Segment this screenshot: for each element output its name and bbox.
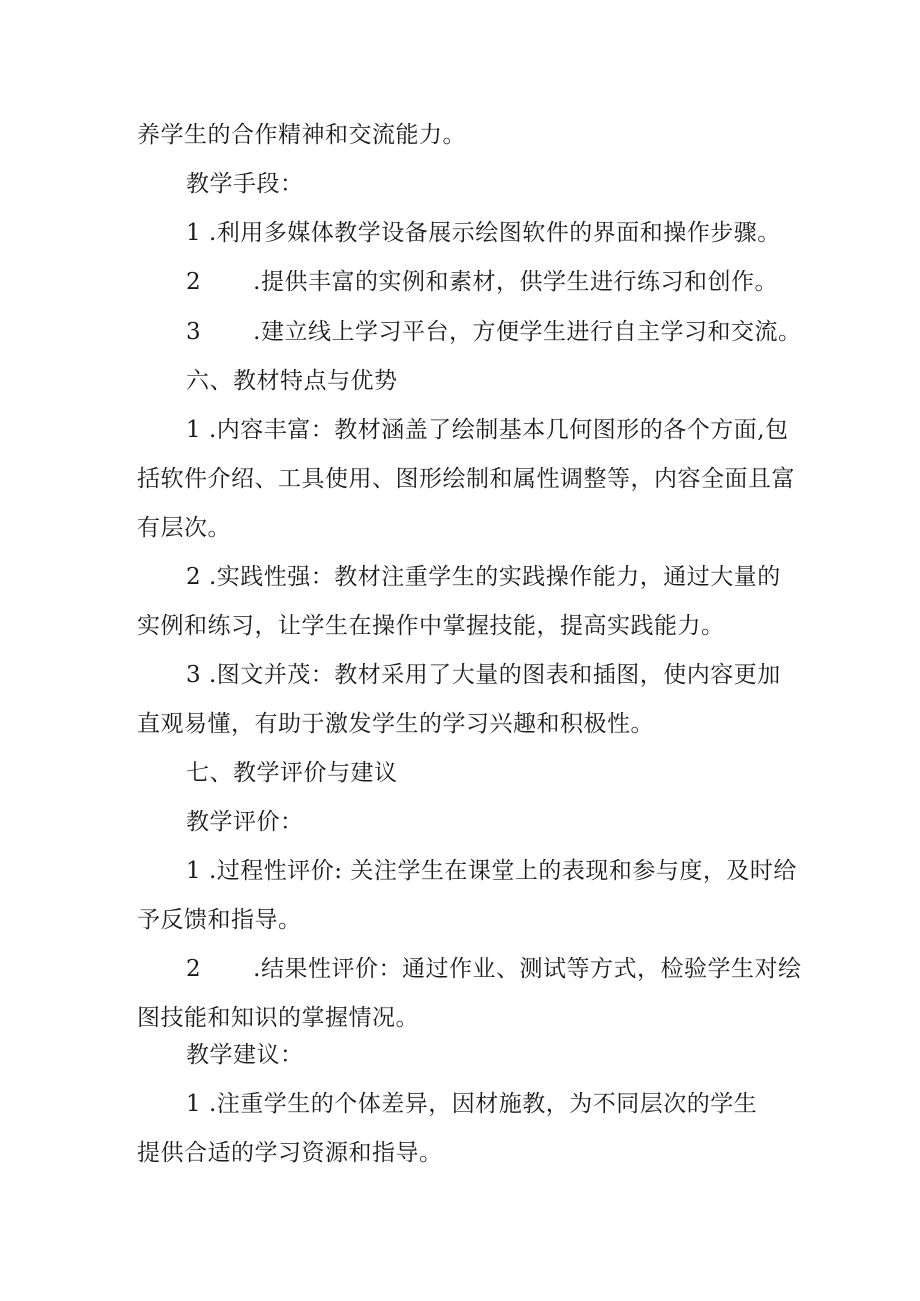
item-text: .实践性强：教材注重学生的实践操作能力，通过大量的 (208, 564, 781, 590)
item-number: 1 (186, 417, 202, 443)
feature-item-1-line2: 括软件介绍、工具使用、图形绘制和属性调整等，内容全面且富 (137, 466, 795, 492)
means-item-3 (186, 317, 801, 347)
item-number: 3 (186, 319, 202, 345)
paragraph-continuation: 养学生的合作精神和交流能力。 (137, 122, 466, 148)
eval-item-1-line1 (186, 856, 797, 886)
item-text: .建立线上学习平台，方便学生进行自主学习和交流。 (253, 319, 802, 345)
item-text: .结果性评价：通过作业、测试等方式，检验学生对绘 (253, 956, 802, 982)
item-text: .注重学生的个体差异，因材施教，为不同层次的学生 (208, 1091, 758, 1117)
item-text: .利用多媒体教学设备展示绘图软件的界面和操作步骤。 (208, 220, 781, 246)
feature-item-2-line1 (186, 562, 781, 592)
item-number: 1 (186, 1091, 202, 1117)
item-text: .图文并茂：教材采用了大量的图表和插图，使内容更加 (208, 662, 781, 688)
eval-item-2-line2: 图技能和知识的掌握情况。 (137, 1005, 419, 1031)
item-text: .过程性评价: 关注学生在课堂上的表现和参与度，及时给 (208, 858, 797, 884)
feature-item-1-line3: 有层次。 (137, 515, 231, 541)
heading-teaching-evaluation: 教学评价： (186, 809, 304, 835)
section-heading-7: 七、教学评价与建议 (186, 760, 398, 786)
eval-item-2-line1 (186, 954, 801, 984)
feature-item-2-line2: 实例和练习，让学生在操作中掌握技能，提高实践能力。 (137, 613, 725, 639)
means-item-1 (186, 218, 781, 248)
item-number: 3 (186, 662, 202, 688)
heading-teaching-suggestions: 教学建议： (186, 1042, 304, 1068)
item-number: 2 (186, 269, 202, 295)
means-item-2 (186, 267, 778, 297)
suggest-item-1-line1 (186, 1089, 757, 1119)
item-number: 1 (186, 858, 202, 884)
heading-teaching-means: 教学手段： (186, 171, 304, 197)
feature-item-3-line1 (186, 660, 781, 690)
item-number: 2 (186, 956, 202, 982)
item-number: 2 (186, 564, 202, 590)
section-heading-6: 六、教材特点与优势 (186, 368, 398, 394)
feature-item-3-line2: 直观易懂，有助于激发学生的学习兴趣和积极性。 (137, 711, 654, 737)
suggest-item-1-line2: 提供合适的学习资源和指导。 (137, 1140, 443, 1166)
item-text: .提供丰富的实例和素材，供学生进行练习和创作。 (253, 269, 778, 295)
item-number: 1 (186, 220, 202, 246)
item-text: .内容丰富：教材涵盖了绘制基本几何图形的各个方面,包 (208, 417, 789, 443)
feature-item-1-line1 (186, 415, 789, 445)
eval-item-1-line2: 予反馈和指导。 (137, 907, 302, 933)
